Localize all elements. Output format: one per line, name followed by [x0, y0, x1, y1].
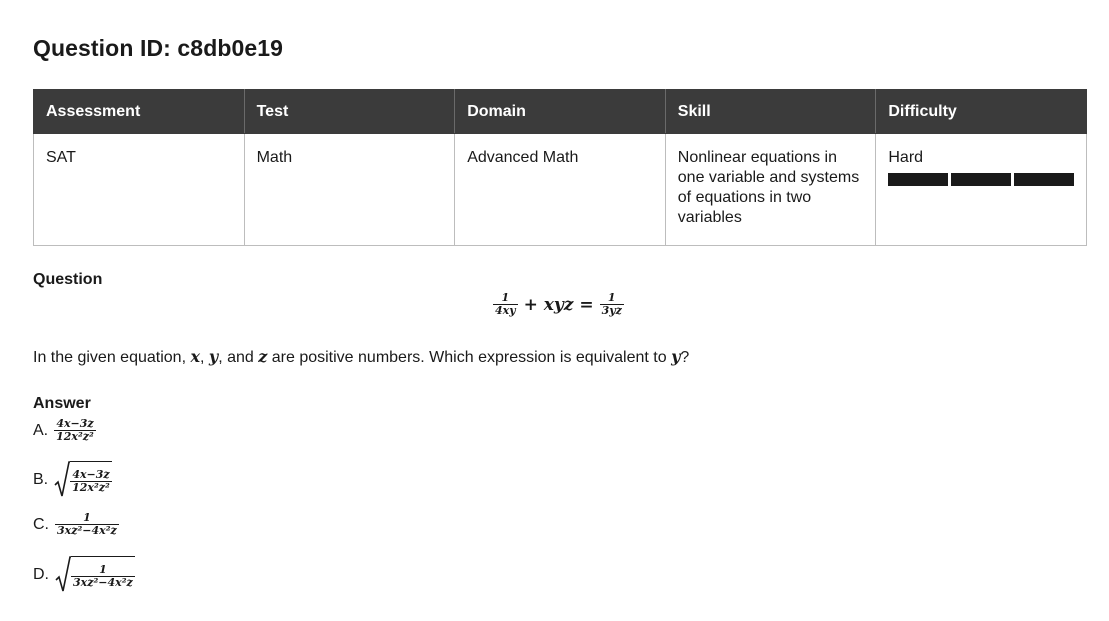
- cell-difficulty: [876, 134, 1087, 246]
- cell-assessment: SAT: [34, 134, 245, 246]
- variable-y: y: [671, 347, 681, 366]
- cell-skill: Nonlinear equations in one variable and systems of equations in two variables: [665, 134, 876, 246]
- header-difficulty: Difficulty: [876, 90, 1087, 134]
- equation-middle: + xyz =: [523, 294, 594, 315]
- radical-sign-icon: [55, 556, 71, 594]
- choice-fraction: $\frac{1}{\text{3xz²−4x²z}}$: [73, 563, 133, 589]
- choice-fraction: $\frac{4x-3z}{\text{12x²z²}}$: [72, 468, 110, 494]
- square-root-icon: [54, 461, 112, 499]
- answer-choice-c: [33, 512, 119, 537]
- choice-letter: C.: [33, 515, 49, 533]
- choice-fraction: $\frac{4x-3z}{\text{12x²z²}}$: [56, 417, 94, 443]
- equation-right-fraction: $\frac{1}{3yz}$: [601, 291, 622, 317]
- choice-letter: A.: [33, 421, 49, 439]
- header-test: Test: [244, 90, 455, 134]
- header-assessment: Assessment: [34, 90, 245, 134]
- variable-z: z: [258, 347, 268, 366]
- question-prompt: In the given equation, x, y, and z are positive numbers. Which expression is equivalent to y?: [33, 347, 690, 366]
- answer-choice-a: [33, 418, 96, 443]
- cell-test: Math: [244, 134, 455, 246]
- square-root-icon: [55, 556, 135, 594]
- variable-x: x: [190, 347, 200, 366]
- variable-y: y: [208, 347, 219, 366]
- difficulty-label: Hard: [888, 149, 924, 166]
- question-equation: [493, 292, 624, 317]
- question-metadata-table: [33, 89, 1087, 246]
- question-heading: Question: [33, 271, 103, 288]
- answer-heading: Answer: [33, 395, 91, 412]
- answer-choice-b: [33, 461, 112, 499]
- table-row: [34, 134, 1087, 246]
- equation-left-fraction: $\frac{1}{4xy}$: [495, 291, 516, 317]
- difficulty-bar: [1014, 173, 1074, 186]
- question-id-title: Question ID: c8db0e19: [33, 35, 284, 61]
- choice-letter: B.: [33, 471, 49, 488]
- header-domain: Domain: [455, 90, 666, 134]
- choice-letter: D.: [33, 566, 49, 583]
- difficulty-bar: [888, 173, 948, 186]
- cell-domain: Advanced Math: [455, 134, 666, 246]
- difficulty-bar: [951, 173, 1011, 186]
- radical-sign-icon: [54, 461, 70, 499]
- answer-choice-d: [33, 556, 135, 594]
- difficulty-meter: [888, 173, 1074, 186]
- header-skill: Skill: [665, 90, 876, 134]
- table-header-row: [34, 90, 1087, 134]
- choice-fraction: $\frac{1}{\text{3xz²−4x²z}}$: [57, 511, 117, 537]
